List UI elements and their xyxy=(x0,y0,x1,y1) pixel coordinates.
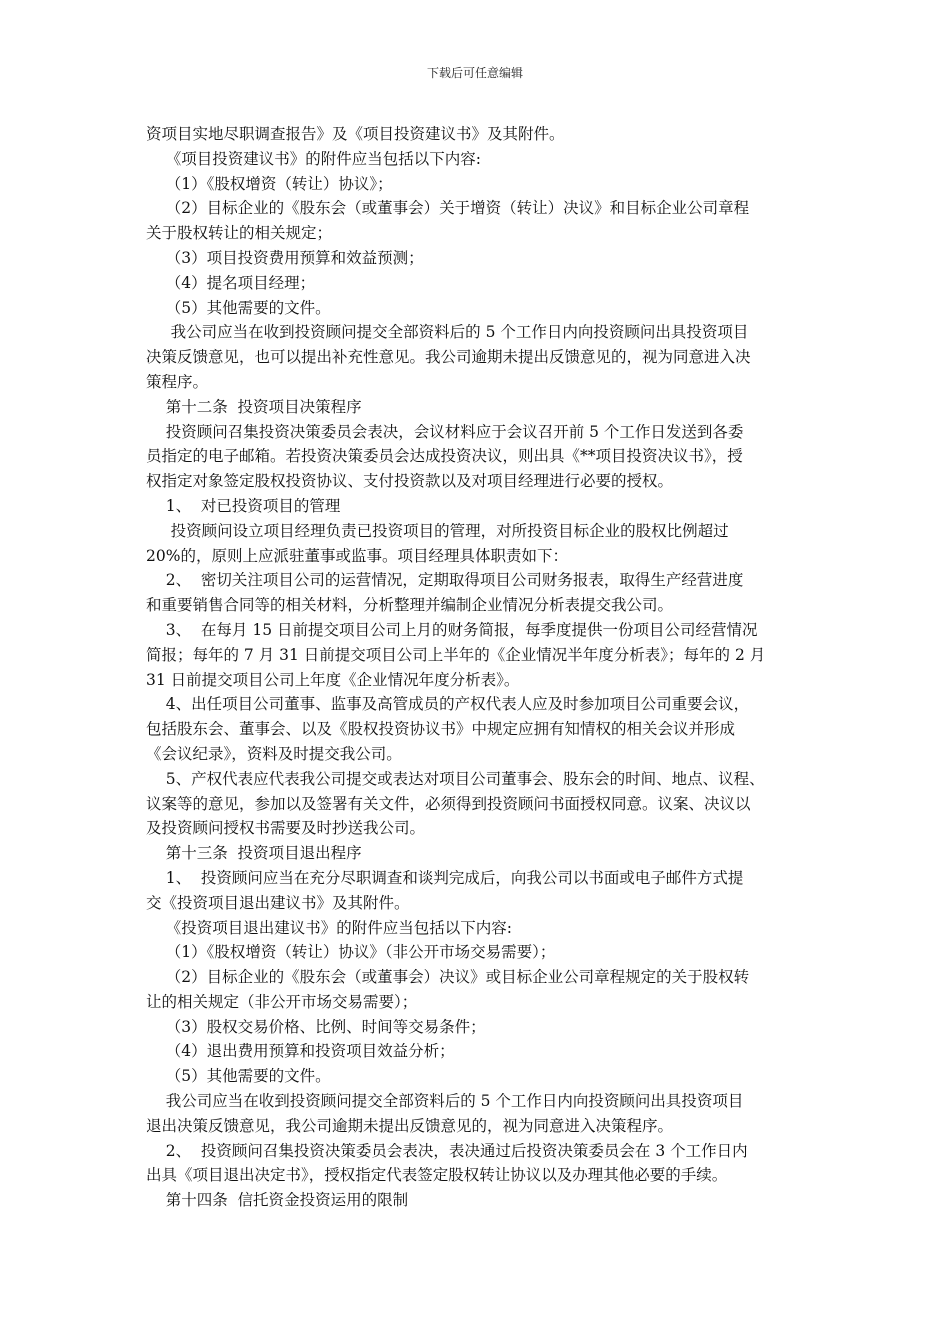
document-body xyxy=(146,122,808,1213)
text-line: 2、 投资顾问召集投资决策委员会表决，表决通过后投资决策委员会在 3 个工作日内 xyxy=(146,1141,748,1160)
text-line: 5、产权代表应代表我公司提交或表达对项目公司董事会、股东会的时间、地点、议程、 xyxy=(146,769,765,788)
text-line: 让的相关规定（非公开市场交易需要）； xyxy=(146,992,418,1011)
text-line: 员指定的电子邮箱。若投资决策委员会达成投资决议，则出具《**项目投资决议书》，授 xyxy=(146,447,743,466)
text-line: （3）股权交易价格、比例、时间等交易条件； xyxy=(146,1017,486,1036)
text-line: 权指定对象签定股权投资协议、支付投资款以及对项目经理进行必要的授权。 xyxy=(146,472,674,491)
text-line: （5）其他需要的文件。 xyxy=(146,298,331,317)
text-line: 投资顾问设立项目经理负责已投资项目的管理，对所投资目标企业的股权比例超过 xyxy=(146,521,729,540)
text-line: （2）目标企业的《股东会（或董事会）关于增资（转让）决议》和目标企业公司章程 xyxy=(146,199,750,218)
text-line: 议案等的意见，参加以及签署有关文件，必须得到投资顾问书面授权同意。议案、决议以 xyxy=(146,794,751,813)
text-line: （4）提名项目经理； xyxy=(146,273,316,292)
text-line: 《投资项目退出建议书》的附件应当包括以下内容: xyxy=(146,918,512,937)
text-line: 退出决策反馈意见，我公司逾期未提出反馈意见的，视为同意进入决策程序。 xyxy=(146,1116,674,1135)
text-line: 4、出任项目公司董事、监事及高管成员的产权代表人应及时参加项目公司重要会议， xyxy=(146,695,750,714)
text-line: 我公司应当在收到投资顾问提交全部资料后的 5 个工作日内向投资顾问出具投资项目 xyxy=(146,323,749,342)
text-line: 交《投资项目退出建议书》及其附件。 xyxy=(146,893,410,912)
text-line: （5）其他需要的文件。 xyxy=(146,1067,331,1086)
text-line: （4）退出费用预算和投资项目效益分析； xyxy=(146,1042,455,1061)
text-line: 《会议纪录》，资料及时提交我公司。 xyxy=(146,744,402,763)
text-line: 《项目投资建议书》的附件应当包括以下内容: xyxy=(146,149,481,168)
text-line: 我公司应当在收到投资顾问提交全部资料后的 5 个工作日内向投资顾问出具投资项目 xyxy=(146,1092,744,1111)
text-line: 1、 对已投资项目的管理 xyxy=(146,496,341,515)
text-line: （1）《股权增资（转让）协议》（非公开市场交易需要）； xyxy=(146,943,556,962)
text-line: 第十三条 投资项目退出程序 xyxy=(146,844,362,863)
text-line: 第十四条 信托资金投资运用的限制 xyxy=(146,1191,409,1210)
page-header: 下载后可任意编辑 xyxy=(426,66,523,80)
text-line: 决策反馈意见，也可以提出补充性意见。我公司逾期未提出反馈意见的，视为同意进入决 xyxy=(146,348,751,367)
text-line: 31 日前提交项目公司上年度《企业情况年度分析表》。 xyxy=(146,670,520,689)
text-line: （1）《股权增资（转让）协议》； xyxy=(146,174,393,193)
text-line: 包括股东会、董事会、以及《股权投资协议书》中规定应拥有知情权的相关会议并形成 xyxy=(146,720,736,739)
text-line: 关于股权转让的相关规定； xyxy=(146,224,333,243)
text-line: 3、 在每月 15 日前提交项目公司上月的财务简报，每季度提供一份项目公司经营情况 xyxy=(146,620,758,639)
text-line: 20%的，原则上应派驻董事或监事。项目经理具体职责如下： xyxy=(146,546,568,565)
text-line: 出具《项目退出决定书》，授权指定代表签定股权转让协议以及办理其他必要的手续。 xyxy=(146,1166,728,1185)
text-line: （3）项目投资费用预算和效益预测； xyxy=(146,248,424,267)
text-line: 资项目实地尽职调查报告》及《项目投资建议书》及其附件。 xyxy=(146,125,565,143)
text-line: 和重要销售合同等的相关材料，分析整理并编制企业情况分析表提交我公司。 xyxy=(146,596,674,615)
text-line: 策程序。 xyxy=(146,372,209,391)
text-line: 2、 密切关注项目公司的运营情况，定期取得项目公司财务报表，取得生产经营进度 xyxy=(146,571,744,590)
text-line: （2）目标企业的《股东会（或董事会）决议》或目标企业公司章程规定的关于股权转 xyxy=(146,968,750,987)
text-line: 第十二条 投资项目决策程序 xyxy=(146,397,362,416)
text-line: 投资顾问召集投资决策委员会表决，会议材料应于会议召开前 5 个工作日发送到各委 xyxy=(146,422,744,441)
text-line: 及投资顾问授权书需要及时抄送我公司。 xyxy=(146,819,426,838)
text-line: 简报；每年的 7 月 31 日前提交项目公司上半年的《企业情况半年度分析表》；每年的 2 月 xyxy=(146,645,766,664)
text-line: 1、 投资顾问应当在充分尽职调查和谈判完成后，向我公司以书面或电子邮件方式提 xyxy=(146,868,744,887)
